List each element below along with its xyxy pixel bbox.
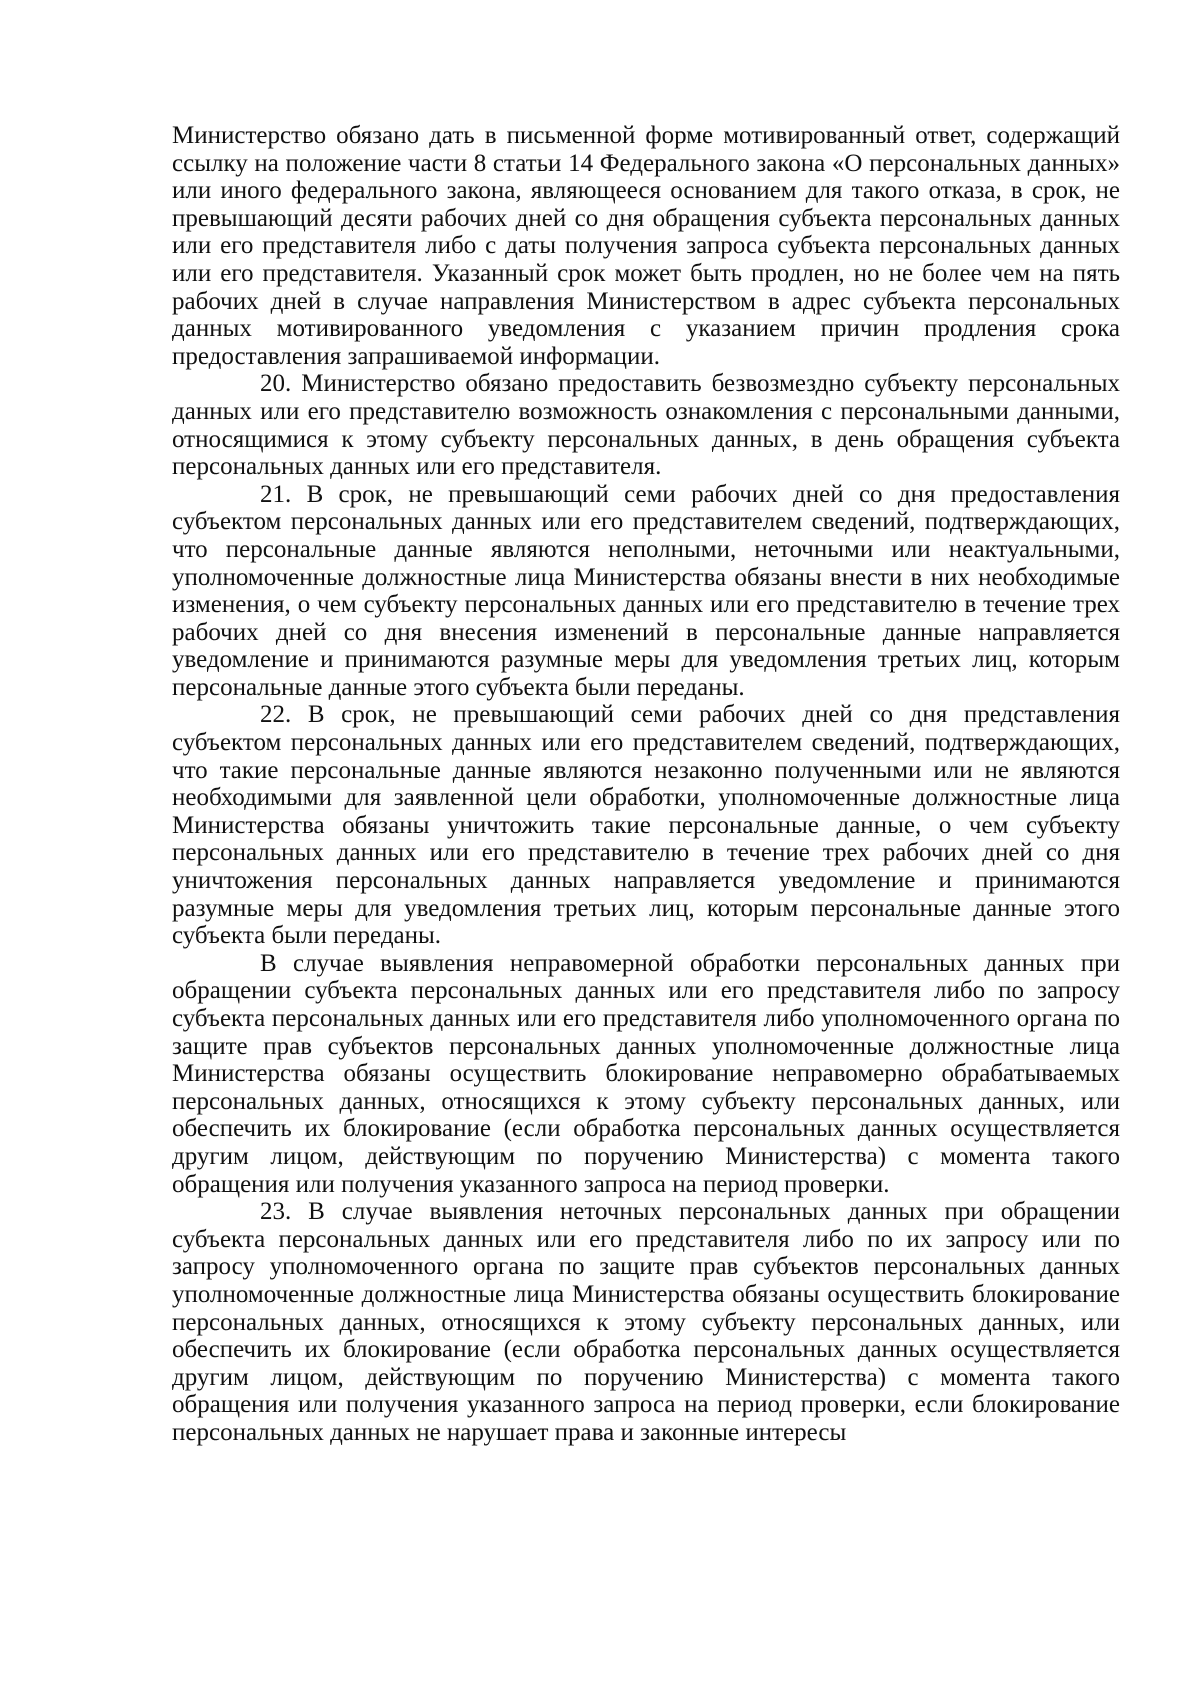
paragraph-23: 23. В случае выявления неточных персональных данных при обращении субъекта персональных данных или его представителя либо по их запросу или по запросу уполномоченного органа по защите прав субъектов персональных данных уполномоченные должностные лица Министерства обязаны осуществить блокирование персональных данных, относящихся к этому субъекту персональных данных, или обеспечить их блокирование (если обработка персональных данных осуществляется другим лицом, действующим по поручению Министерства) с момента такого обращения или получения указанного запроса на период проверки, если блокирование персональных данных не нарушает права и законные интересы <box>172 1198 1120 1446</box>
paragraph-19-continuation: Министерство обязано дать в письменной форме мотивированный ответ, содержащий ссылку на положение части 8 статьи 14 Федерального закона «О персональных данных» или иного федерального закона, являющееся основанием для такого отказа, в срок, не превышающий десяти рабочих дней со дня обращения субъекта персональных данных или его представителя либо с даты получения запроса субъекта персональных данных или его представителя. Указанный срок может быть продлен, но не более чем на пять рабочих дней в случае направления Министерством в адрес субъекта персональных данных мотивированного уведомления с указанием причин продления срока предоставления запрашиваемой информации. <box>172 122 1120 370</box>
document-body <box>172 122 1120 1447</box>
paragraph-21: 21. В срок, не превышающий семи рабочих дней со дня предоставления субъектом персональных данных или его представителем сведений, подтверждающих, что персональные данные являются неполными, неточными или неактуальными, уполномоченные должностные лица Министерства обязаны внести в них необходимые изменения, о чем субъекту персональных данных или его представителю в течение трех рабочих дней со дня внесения изменений в персональные данные направляется уведомление и принимаются разумные меры для уведомления третьих лиц, которым персональные данные этого субъекта были переданы. <box>172 480 1120 701</box>
paragraph-20: 20. Министерство обязано предоставить безвозмездно субъекту персональных данных или его представителю возможность ознакомления с персональными данными, относящимися к этому субъекту персональных данных, в день обращения субъекта персональных данных или его представителя. <box>172 370 1120 481</box>
paragraph-22: 22. В срок, не превышающий семи рабочих дней со дня представления субъектом персональных данных или его представителем сведений, подтверждающих, что такие персональные данные являются незаконно полученными или не являются необходимыми для заявленной цели обработки, уполномоченные должностные лица Министерства обязаны уничтожить такие персональные данные, о чем субъекту персональных данных или его представителю в течение трех рабочих дней со дня уничтожения персональных данных направляется уведомление и принимаются разумные меры для уведомления третьих лиц, которым персональные данные этого субъекта были переданы. <box>172 701 1120 950</box>
paragraph-unlawful-processing: В случае выявления неправомерной обработки персональных данных при обращении субъекта персональных данных или его представителя либо по запросу субъекта персональных данных или его представителя либо уполномоченного органа по защите прав субъектов персональных данных уполномоченные должностные лица Министерства обязаны осуществить блокирование неправомерно обрабатываемых персональных данных, относящихся к этому субъекту персональных данных, или обеспечить их блокирование (если обработка персональных данных осуществляется другим лицом, действующим по поручению Министерства) с момента такого обращения или получения указанного запроса на период проверки. <box>172 949 1120 1198</box>
